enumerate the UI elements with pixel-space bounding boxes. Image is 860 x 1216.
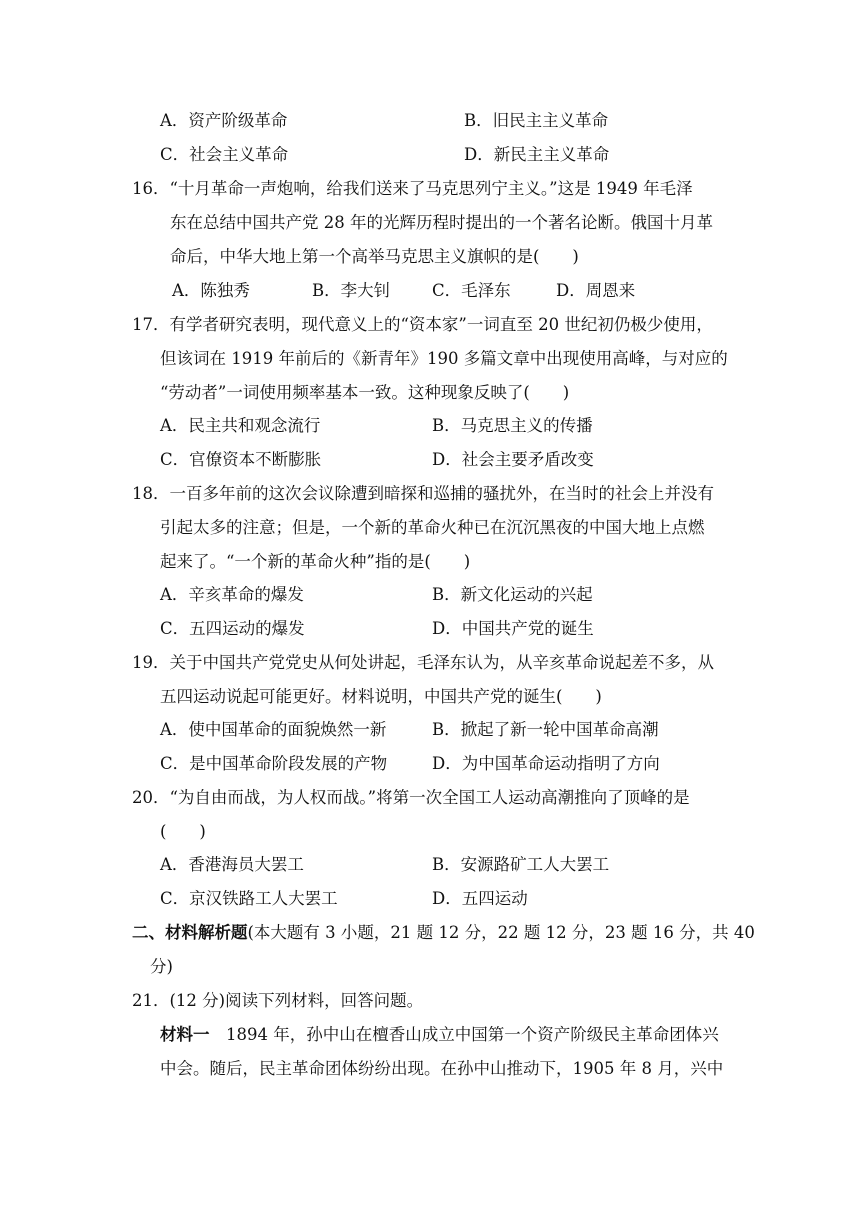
- q16-option-b: B．李大钊: [312, 281, 391, 300]
- section-2-heading: 二、材料解析题: [132, 923, 248, 942]
- q19-option-d: D．为中国革命运动指明了方向: [432, 754, 660, 773]
- q20-option-d: D．五四运动: [432, 889, 528, 908]
- q19-option-a: A．使中国革命的面貌焕然一新: [160, 720, 387, 739]
- q20-option-c: C．京汉铁路工人大罢工: [160, 889, 338, 908]
- q16-line-2: 东在总结中国共产党 28 年的光辉历程时提出的一个著名论断。俄国十月革: [170, 213, 713, 232]
- q16-line-3: 命后，中华大地上第一个高举马克思主义旗帜的是( ): [170, 247, 579, 266]
- q20-option-b: B．安源路矿工人大罢工: [432, 855, 610, 874]
- q20-line-2: ( ): [160, 822, 206, 841]
- q18-option-c: C．五四运动的爆发: [160, 619, 305, 638]
- q17-option-b: B．马克思主义的传播: [432, 416, 593, 435]
- q19-line-2: 五四运动说起可能更好。材料说明，中国共产党的诞生( ): [160, 687, 602, 706]
- q18-line-3: 起来了。“一个新的革命火种”指的是( ): [160, 552, 471, 571]
- section-2-description-cont: 分): [150, 957, 173, 976]
- q21-material-text-1: 1894 年，孙中山在檀香山成立中国第一个资产阶级民主革命团体兴: [209, 1025, 719, 1044]
- q15-option-c: C．社会主义革命: [160, 145, 289, 164]
- q18-option-a: A．辛亥革命的爆发: [160, 585, 304, 604]
- q18-line-2: 引起太多的注意；但是，一个新的革命火种已在沉沉黑夜的中国大地上点燃: [160, 518, 705, 537]
- q16-line-1: 16．“十月革命一声炮响，给我们送来了马克思列宁主义。”这是 1949 年毛泽: [132, 179, 693, 198]
- q21-material-line-2: 中会。随后，民主革命团体纷纷出现。在孙中山推动下，1905 年 8 月，兴中: [160, 1059, 724, 1078]
- q15-option-d: D．新民主主义革命: [464, 145, 610, 164]
- q20-line-1: 20．“为自由而战，为人权而战。”将第一次全国工人运动高潮推向了顶峰的是: [132, 788, 690, 807]
- section-2-description: (本大题有 3 小题，21 题 12 分，22 题 12 分，23 题 16 分，共 40: [247, 923, 755, 942]
- q19-option-c: C．是中国革命阶段发展的产物: [160, 754, 388, 773]
- section-2-heading-line: [132, 923, 755, 943]
- q17-option-d: D．社会主要矛盾改变: [432, 450, 594, 469]
- q21-intro: 21．(12 分)阅读下列材料，回答问题。: [132, 991, 424, 1010]
- q16-option-d: D．周恩来: [556, 281, 636, 300]
- q19-option-b: B．掀起了新一轮中国革命高潮: [432, 720, 659, 739]
- q17-line-1: 17．有学者研究表明，现代意义上的“资本家”一词直至 20 世纪初仍极少使用，: [132, 315, 713, 334]
- q18-line-1: 18．一百多年前的这次会议除遭到暗探和巡捕的骚扰外，在当时的社会上并没有: [132, 484, 714, 503]
- q17-line-3: “劳动者”一词使用频率基本一致。这种现象反映了( ): [160, 383, 570, 402]
- q16-option-a: A．陈独秀: [172, 281, 250, 300]
- q16-option-c: C．毛泽东: [432, 281, 511, 300]
- q15-option-b: B．旧民主主义革命: [464, 111, 609, 130]
- q18-option-d: D．中国共产党的诞生: [432, 619, 594, 638]
- q17-line-2: 但该词在 1919 年前后的《新青年》190 多篇文章中出现使用高峰，与对应的: [160, 349, 728, 368]
- q21-material-line-1: [160, 1025, 719, 1045]
- q18-option-b: B．新文化运动的兴起: [432, 585, 593, 604]
- q21-material-label: 材料一: [160, 1025, 210, 1044]
- q17-option-c: C．官僚资本不断膨胀: [160, 450, 322, 469]
- q17-option-a: A．民主共和观念流行: [160, 416, 321, 435]
- q15-option-a: A．资产阶级革命: [160, 111, 288, 130]
- q19-line-1: 19．关于中国共产党党史从何处讲起，毛泽东认为，从辛亥革命说起差不多，从: [132, 653, 714, 672]
- q20-option-a: A．香港海员大罢工: [160, 855, 304, 874]
